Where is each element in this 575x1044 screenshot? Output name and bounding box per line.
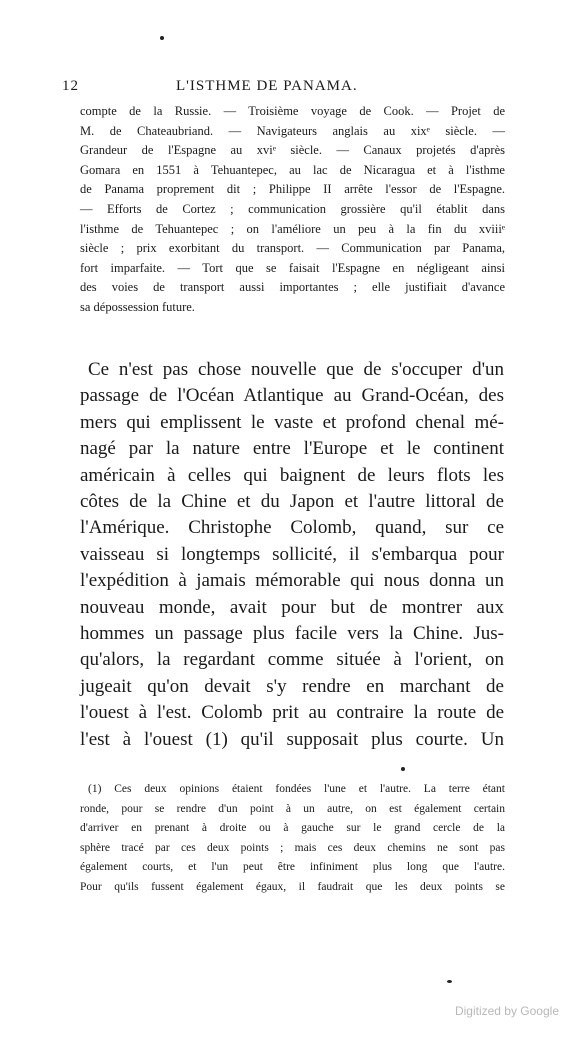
body-line: l'expédition à jamais mémorable qui nous donna un [80,570,504,592]
body-line: mers qui emplissent le vaste et profond chenal mé- [80,411,504,433]
body-line: côtes de la Chine et du Japon et l'autre littoral de [80,491,504,513]
footnote [80,780,505,897]
body-line: jugeait qu'on devait s'y rendre en marchant de [80,675,504,697]
body-line: l'Amérique. Christophe Colomb, quand, sur ce [80,517,504,539]
body-line: américain à celles qui baignent de leurs flots les [80,464,504,486]
footnote-line: ronde, pour se rendre d'un point à un autre, on est également certain [80,802,505,815]
footnote-line: Pour qu'ils fussent également égaux, il faudrait que les deux points se [80,880,505,893]
summary-line: M. de Chateaubriand. — Navigateurs anglais au xixᵉ siècle. — [80,123,505,138]
body-line: vaisseau si longtemps sollicité, il s'embarqua pour [80,543,504,565]
page-header [62,78,522,100]
ink-speck [447,980,452,983]
body-line: hommes un passage plus facile vers la Chine. Jus- [80,623,504,645]
body-line: qu'alors, la regardant comme située à l'orient, on [80,649,504,671]
body-line: nagé par la nature entre l'Europe et le continent [80,438,504,460]
running-title: L'ISTHME DE PANAMA. [176,78,358,94]
body-line: l'ouest à l'est. Colomb prit au contraire la route de [80,702,504,724]
summary-line: de Panama proprement dit ; Philippe II arrête l'essor de l'Espagne. [80,182,505,197]
digitized-watermark: Digitized by Google [454,1004,559,1018]
summary-line: fort imparfaite. — Tort que se faisait l'Espagne en négligeant ainsi [80,260,505,275]
summary-line: sa dépossession future. [80,299,195,314]
summary-line: Gomara en 1551 à Tehuantepec, au lac de Nicaragua et à l'isthme [80,162,505,177]
summary-line: — Efforts de Cortez ; communication grossière qu'il établit dans [80,201,505,216]
body-line: passage de l'Océan Atlantique au Grand-Océan, des [80,385,504,407]
body-line: nouveau monde, avait pour but de montrer aux [80,596,504,618]
summary-line: siècle ; prix exorbitant du transport. — Communication par Panama, [80,241,505,256]
summary-line: compte de la Russie. — Troisième voyage de Cook. — Projet de [80,104,505,118]
footnote-line: (1) Ces deux opinions étaient fondées l'une et l'autre. La terre étant [88,783,505,795]
page-number: 12 [62,78,79,94]
summary-line: l'isthme de Tehuantepec ; on l'améliore un peu à la fin du xviiiᵉ [80,221,505,236]
summary-line: des voies de transport aussi importantes ; elle justifiait d'avance [80,280,505,295]
body-paragraph [80,357,504,753]
footnote-line: sphère tracé par ces deux points ; mais ces deux chemins ne sont pas [80,841,505,854]
ink-speck [160,36,164,40]
footnote-line: également courts, et l'un peut être infiniment plus long que l'autre. [80,861,505,873]
body-line: Ce n'est pas chose nouvelle que de s'occuper d'un [88,359,504,380]
summary-line: Grandeur de l'Espagne au xviᵉ siècle. — Canaux projetés d'après [80,143,505,158]
body-line: l'est à l'ouest (1) qu'il supposait plus courte. Un [80,728,504,750]
ink-speck [401,767,405,771]
footnote-line: d'arriver en prenant à droite ou à gauche sur le grand cercle de la [80,822,505,834]
chapter-summary [80,102,505,318]
